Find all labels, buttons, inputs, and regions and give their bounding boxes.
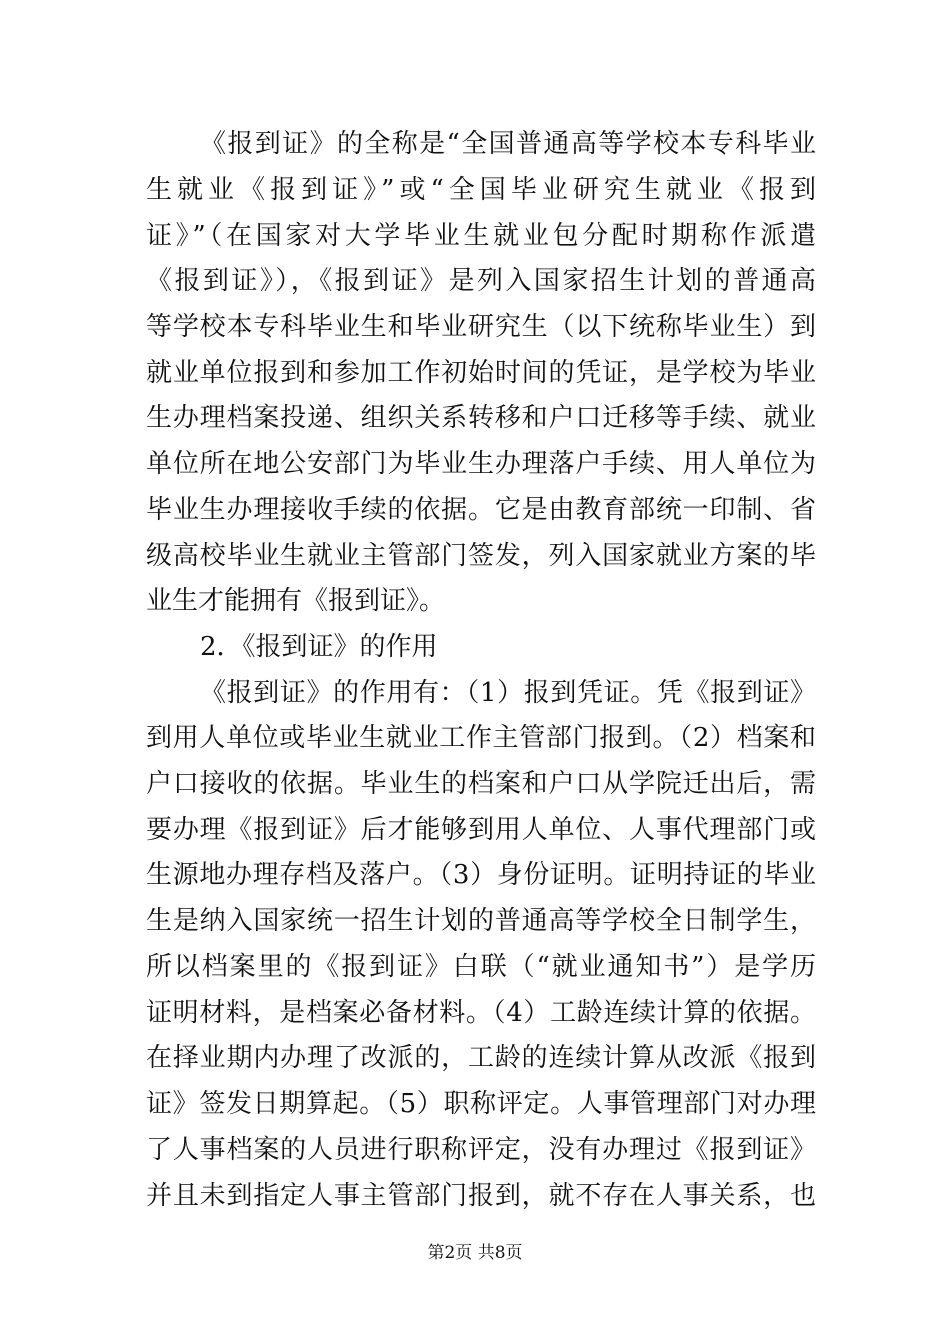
page-number-footer: 第2页 共8页 bbox=[427, 1243, 523, 1263]
section-heading: 2．《报到证》的作用 bbox=[200, 632, 438, 662]
paragraph-1-line-4: 《报到证》），《报到证》是列入国家招生计划的普通高 bbox=[146, 266, 816, 296]
paragraph-1-line-5: 等学校本专科毕业生和毕业研究生（以下统称毕业生）到 bbox=[146, 312, 816, 342]
paragraph-2-line-2: 到用人单位或毕业生就业工作主管部门报到。（2）档案和 bbox=[146, 723, 816, 753]
paragraph-1-line-11: 业生才能拥有《报到证》。 bbox=[146, 586, 446, 616]
paragraph-1-line-1: 《报到证》的全称是“全国普通高等学校本专科毕业 bbox=[200, 129, 816, 159]
paragraph-2-line-9: 在择业期内办理了改派的，工龄的连续计算从改派《报到 bbox=[146, 1043, 816, 1073]
paragraph-2-line-4: 要办理《报到证》后才能够到用人单位、人事代理部门或 bbox=[146, 815, 816, 845]
paragraph-1-line-2: 生就业《报到证》”或“全国毕业研究生就业《报到 bbox=[146, 175, 816, 205]
paragraph-2-line-12: 并且未到指定人事主管部门报到，就不存在人事关系，也 bbox=[146, 1181, 816, 1211]
paragraph-2-line-8: 证明材料，是档案必备材料。（4）工龄连续计算的依据。 bbox=[146, 998, 816, 1028]
paragraph-1-line-6: 就业单位报到和参加工作初始时间的凭证，是学校为毕业 bbox=[146, 358, 816, 388]
paragraph-2-line-5: 生源地办理存档及落户。（3）身份证明。证明持证的毕业 bbox=[146, 860, 816, 890]
paragraph-1-line-3: 证》”（在国家对大学毕业生就业包分配时期称作派遣 bbox=[146, 221, 816, 251]
paragraph-2-line-6: 生是纳入国家统一招生计划的普通高等学校全日制学生， bbox=[146, 906, 816, 936]
paragraph-2-line-10: 证》签发日期算起。（5）职称评定。人事管理部门对办理 bbox=[146, 1089, 816, 1119]
paragraph-2-line-11: 了人事档案的人员进行职称评定，没有办理过《报到证》 bbox=[146, 1135, 816, 1165]
paragraph-2-line-7: 所以档案里的《报到证》白联（“就业通知书”）是学历 bbox=[146, 952, 816, 982]
paragraph-2-line-3: 户口接收的依据。毕业生的档案和户口从学院迁出后，需 bbox=[146, 769, 816, 799]
paragraph-2-line-1: 《报到证》的作用有：（1）报到凭证。凭《报到证》 bbox=[200, 678, 816, 708]
paragraph-1-line-9: 毕业生办理接收手续的依据。它是由教育部统一印制、省 bbox=[146, 495, 816, 525]
paragraph-1-line-7: 生办理档案投递、组织关系转移和户口迁移等手续、就业 bbox=[146, 403, 816, 433]
paragraph-1-line-10: 级高校毕业生就业主管部门签发，列入国家就业方案的毕 bbox=[146, 541, 816, 571]
paragraph-1-line-8: 单位所在地公安部门为毕业生办理落户手续、用人单位为 bbox=[146, 449, 816, 479]
